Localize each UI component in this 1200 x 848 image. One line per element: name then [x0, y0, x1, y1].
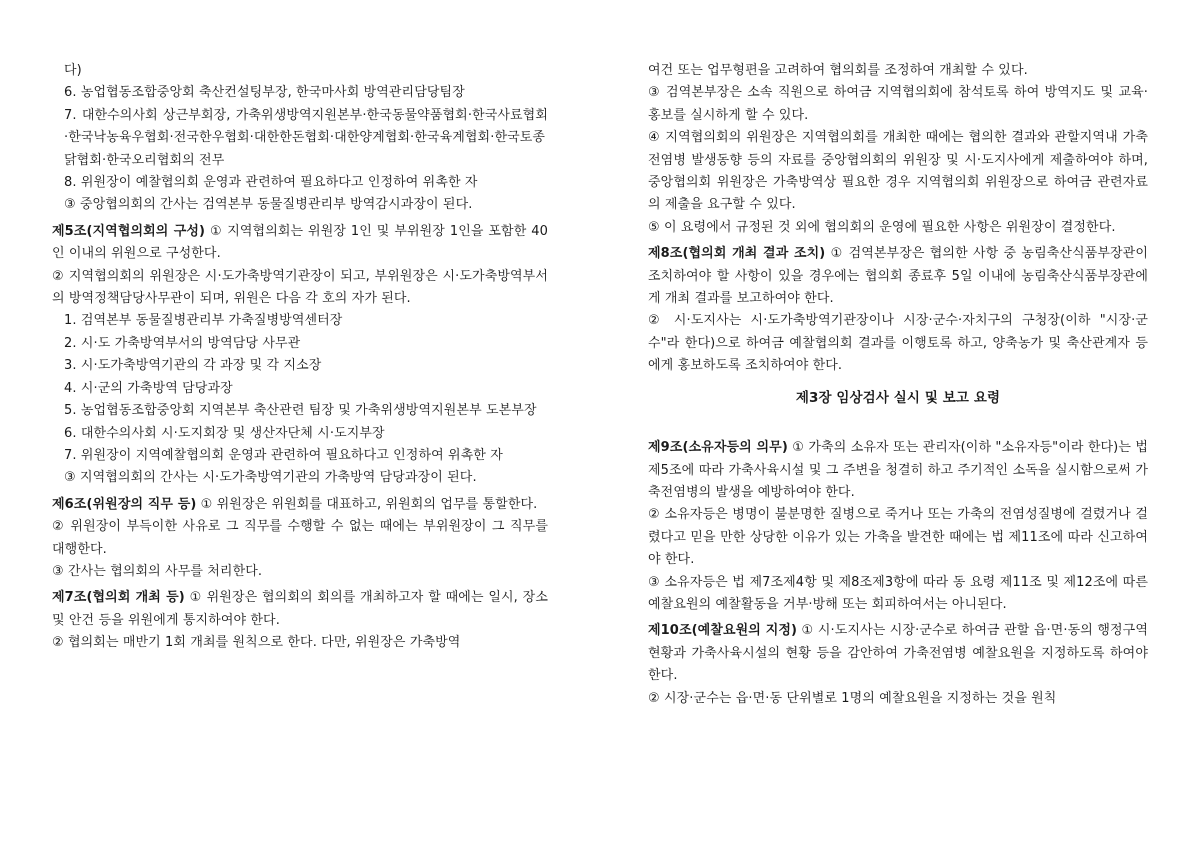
list-item: 6. 대한수의사회 시·도지회장 및 생산자단체 시·도지부장 — [64, 425, 385, 441]
article-7 — [52, 587, 548, 632]
list-item: 8. 위원장이 예찰협의회 운영과 관련하여 필요하다고 인정하여 위촉한 자 — [64, 175, 478, 191]
paragraph: 여건 또는 업무형편을 고려하여 협의회를 조정하여 개최할 수 있다. — [648, 63, 1028, 78]
article-text: ① 위원장은 위원회를 대표하고, 위원회의 업무를 통할한다. — [196, 496, 538, 512]
article-text: ① 검역본부장은 협의한 사항 중 농림축산식품부장관이 조치하여야 할 사항이 있을 경우에는 협의회 종료후 5일 이내에 농림축산식품부장관에게 개최 결과를 보고하여야 한다. — [648, 246, 1148, 307]
paragraph: ⑤ 이 요령에서 규정된 것 외에 협의회의 운영에 필요한 사항은 위원장이 결정한다. — [648, 219, 1116, 235]
list-item: 5. 농업협동조합중앙회 지역본부 축산관련 팀장 및 가축위생방역지원본부 도본부장 — [64, 403, 537, 419]
article-title: 제8조(협의회 개최 결과 조치) — [648, 246, 826, 262]
article-text: ① 위원장은 협의회의 회의를 개최하고자 할 때에는 일시, 장소 및 안건 등을 위원에게 통지하여야 한다. — [52, 590, 548, 628]
article-title: 제10조(예찰요원의 지정) — [648, 623, 798, 639]
article-title: 제7조(협의회 개최 등) — [52, 590, 185, 606]
list-item: 6. 농업협동조합중앙회 축산컨설팅부장, 한국마사회 방역관리담당팀장 — [64, 85, 465, 101]
paragraph: ③ 지역협의회의 간사는 시·도가축방역기관의 가축방역 담당과장이 된다. — [64, 470, 477, 486]
paragraph: ② 지역협의회의 위원장은 시·도가축방역기관장이 되고, 부위원장은 시·도가축방역부서의 방역정책담당사무관이 되며, 위원은 다음 각 호의 자가 된다. — [52, 268, 548, 307]
article-6 — [52, 494, 548, 516]
list-item: 2. 시·도 가축방역부서의 방역담당 사무관 — [64, 335, 301, 351]
list-item: 1. 검역본부 동물질병관리부 가축질병방역센터장 — [64, 313, 343, 329]
paragraph: ③ 소유자등은 법 제7조제4항 및 제8조제3항에 따라 동 요령 제11조 및 제12조에 따른 예찰요원의 예찰활동을 거부·방해 또는 회피하여서는 아니된다. — [648, 574, 1148, 612]
left-column — [52, 60, 548, 655]
article-text: ① 가축의 소유자 또는 관리자(이하 "소유자등"이라 한다)는 법 제5조에 따라 가축사육시설 및 그 주변을 청결히 하고 주기적인 소독을 실시함으로써 가축전염병의 발생을 예방하여야 한다. — [648, 440, 1148, 500]
article-title: 제9조(소유자등의 의무) — [648, 440, 788, 456]
list-item: 3. 시·도가축방역기관의 각 과장 및 각 지소장 — [64, 358, 322, 374]
chapter-heading: 제3장 임상검사 실시 및 보고 요령 — [795, 389, 1001, 406]
list-item: 7. 대한수의사회 상근부회장, 가축위생방역지원본부·한국동물약품협회·한국사료협회·한국낙농육우협회·전국한우협회·대한한돈협회·대한양계협회·한국육계협회·한국토종닭협회·한국오리협회의 전무 — [64, 107, 548, 168]
article-5 — [52, 221, 548, 266]
list-item: 7. 위원장이 지역예찰협의회 운영과 관련하여 필요하다고 인정하여 위촉한 자 — [64, 447, 503, 463]
paragraph: ③ 검역본부장은 소속 직원으로 하여금 지역협의회에 참석토록 하여 방역지도 및 교육·홍보를 실시하게 할 수 있다. — [648, 85, 1148, 123]
paragraph: ② 소유자등은 병명이 불분명한 질병으로 죽거나 또는 가축의 전염성질병에 걸렸거나 걸렸다고 믿을 만한 상당한 이유가 있는 가축을 발견한 때에는 법 제11조에 따라 신고하여야 한다. — [648, 507, 1148, 568]
right-column — [648, 60, 1148, 710]
paragraph: ③ 중앙협의회의 간사는 검역본부 동물질병관리부 방역감시과장이 된다. — [64, 197, 473, 213]
paragraph: ② 협의회는 매반기 1회 개최를 원칙으로 한다. 다만, 위원장은 가축방역 — [52, 635, 461, 651]
list-item: 4. 시·군의 가축방역 담당과장 — [64, 380, 233, 396]
paragraph: ③ 간사는 협의회의 사무를 처리한다. — [52, 563, 263, 579]
article-8 — [648, 243, 1148, 310]
article-10 — [648, 620, 1148, 687]
article-text: ① 시·도지사는 시장·군수로 하여금 관할 읍·면·동의 행정구역 현황과 가축사육시설의 현황 등을 감안하여 가축전염병 예찰요원을 지정하도록 하여야 한다. — [648, 623, 1148, 684]
article-title: 제5조(지역협의회의 구성) — [52, 223, 206, 239]
paragraph: ② 시·도지사는 시·도가축방역기관장이나 시장·군수·자치구의 구청장(이하 "시장·군수"라 한다)으로 하여금 예찰협의회 결과를 이행토록 하고, 양축농가 및 축산관계자 등에게 홍보하도록 조치하여야 한다. — [648, 313, 1148, 374]
article-title: 제6조(위원장의 직무 등) — [52, 496, 197, 512]
article-text: ① 지역협의회는 위원장 1인 및 부위원장 1인을 포함한 40인 이내의 위원으로 구성한다. — [52, 223, 548, 262]
paragraph: ② 시장·군수는 읍·면·동 단위별로 1명의 예찰요원을 지정하는 것을 원칙 — [648, 690, 1057, 706]
paragraph: ② 위원장이 부득이한 사유로 그 직무를 수행할 수 없는 때에는 부위원장이 그 직무를 대행한다. — [52, 519, 548, 557]
paragraph: ④ 지역협의회의 위원장은 지역협의회를 개최한 때에는 협의한 결과와 관할지역내 가축전염병 발생동향 등의 자료를 중앙협의회의 위원장 및 시·도지사에게 제출하여야 하며, 중앙협의회 위원장은 가축방역상 필요한 경우 지역협의회 위원장으로 하여금 관련자료의 제출을 요구할 수 있다. — [648, 130, 1148, 213]
paragraph: 다) — [64, 63, 82, 78]
article-9 — [648, 437, 1148, 504]
